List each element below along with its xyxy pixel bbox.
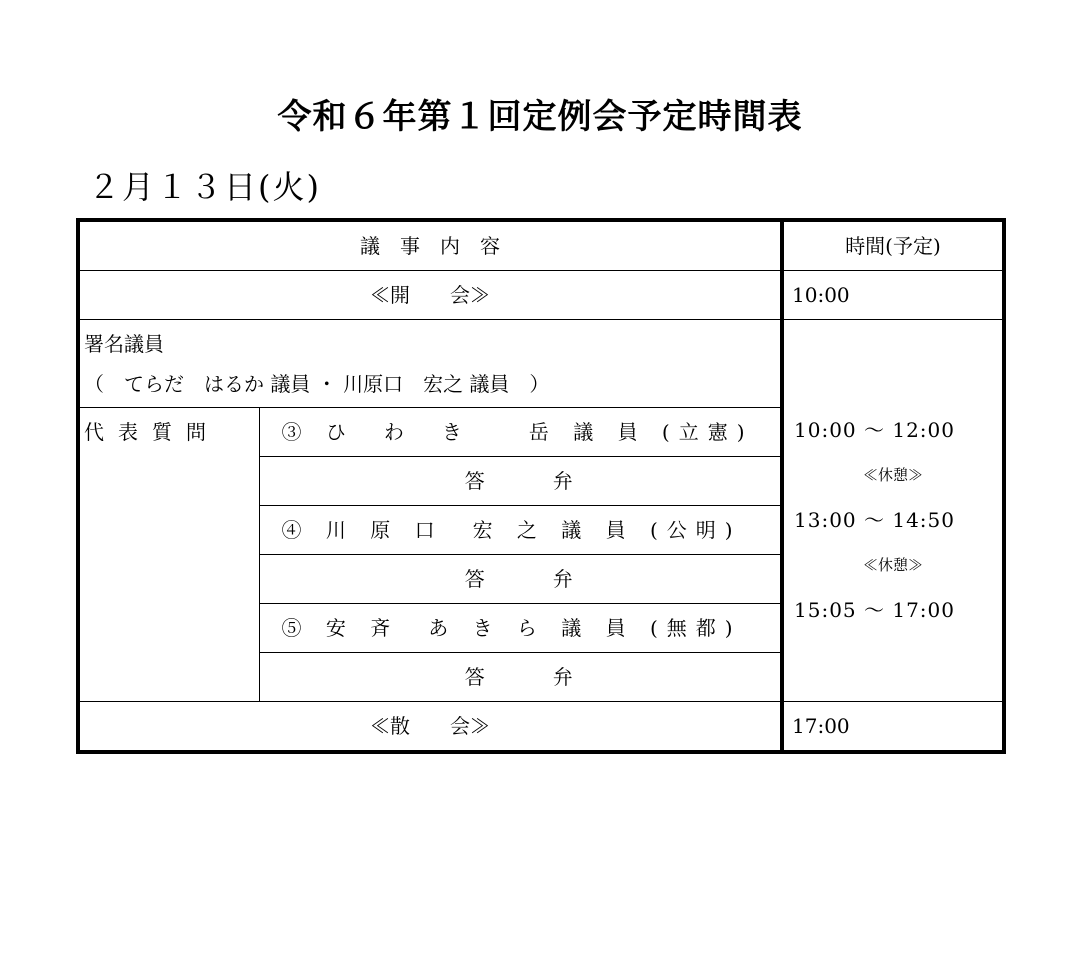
opening-time: 10:00: [782, 271, 1004, 320]
break-2: ≪休憩≫: [862, 556, 923, 574]
times-cell: [782, 320, 1004, 702]
signing-row: [78, 320, 1004, 408]
opening-label: ≪開 会≫: [78, 271, 782, 320]
closing-time: 17:00: [782, 702, 1004, 753]
response-5: 答 弁: [259, 653, 782, 702]
response-4: 答 弁: [259, 555, 782, 604]
speaker-5: ⑤ 安 斉 あ き ら 議 員 (無都): [259, 604, 782, 653]
signing-cell: [78, 320, 782, 408]
document-title: 令和６年第１回定例会予定時間表: [277, 97, 803, 137]
time-slot-3: 15:05 ～ 17:00: [794, 598, 955, 622]
signing-title: 署名議員: [84, 332, 164, 356]
time-slot-1: 10:00 ～ 12:00: [794, 418, 955, 442]
break-1: ≪休憩≫: [862, 466, 923, 484]
header-item: 議 事 内 容: [78, 220, 782, 271]
question-label: 代表質問: [78, 408, 259, 702]
signing-members: （ てらだ はるか 議員 ・ 川原口 宏之 議員 ）: [84, 372, 550, 396]
closing-label: ≪散 会≫: [78, 702, 782, 753]
header-time: 時間(予定): [782, 220, 1004, 271]
opening-row: [78, 271, 1004, 320]
speaker-4: ④ 川 原 口 宏 之 議 員 (公明): [259, 506, 782, 555]
time-slot-2: 13:00 ～ 14:50: [794, 508, 955, 532]
response-3: 答 弁: [259, 457, 782, 506]
schedule-table: [76, 218, 1006, 754]
speaker-3: ③ ひ わ き 岳 議 員 (立憲): [259, 408, 782, 457]
date-heading: ２月１３日(火): [88, 168, 321, 206]
closing-row: [78, 702, 1004, 753]
table-header-row: [78, 220, 1004, 271]
